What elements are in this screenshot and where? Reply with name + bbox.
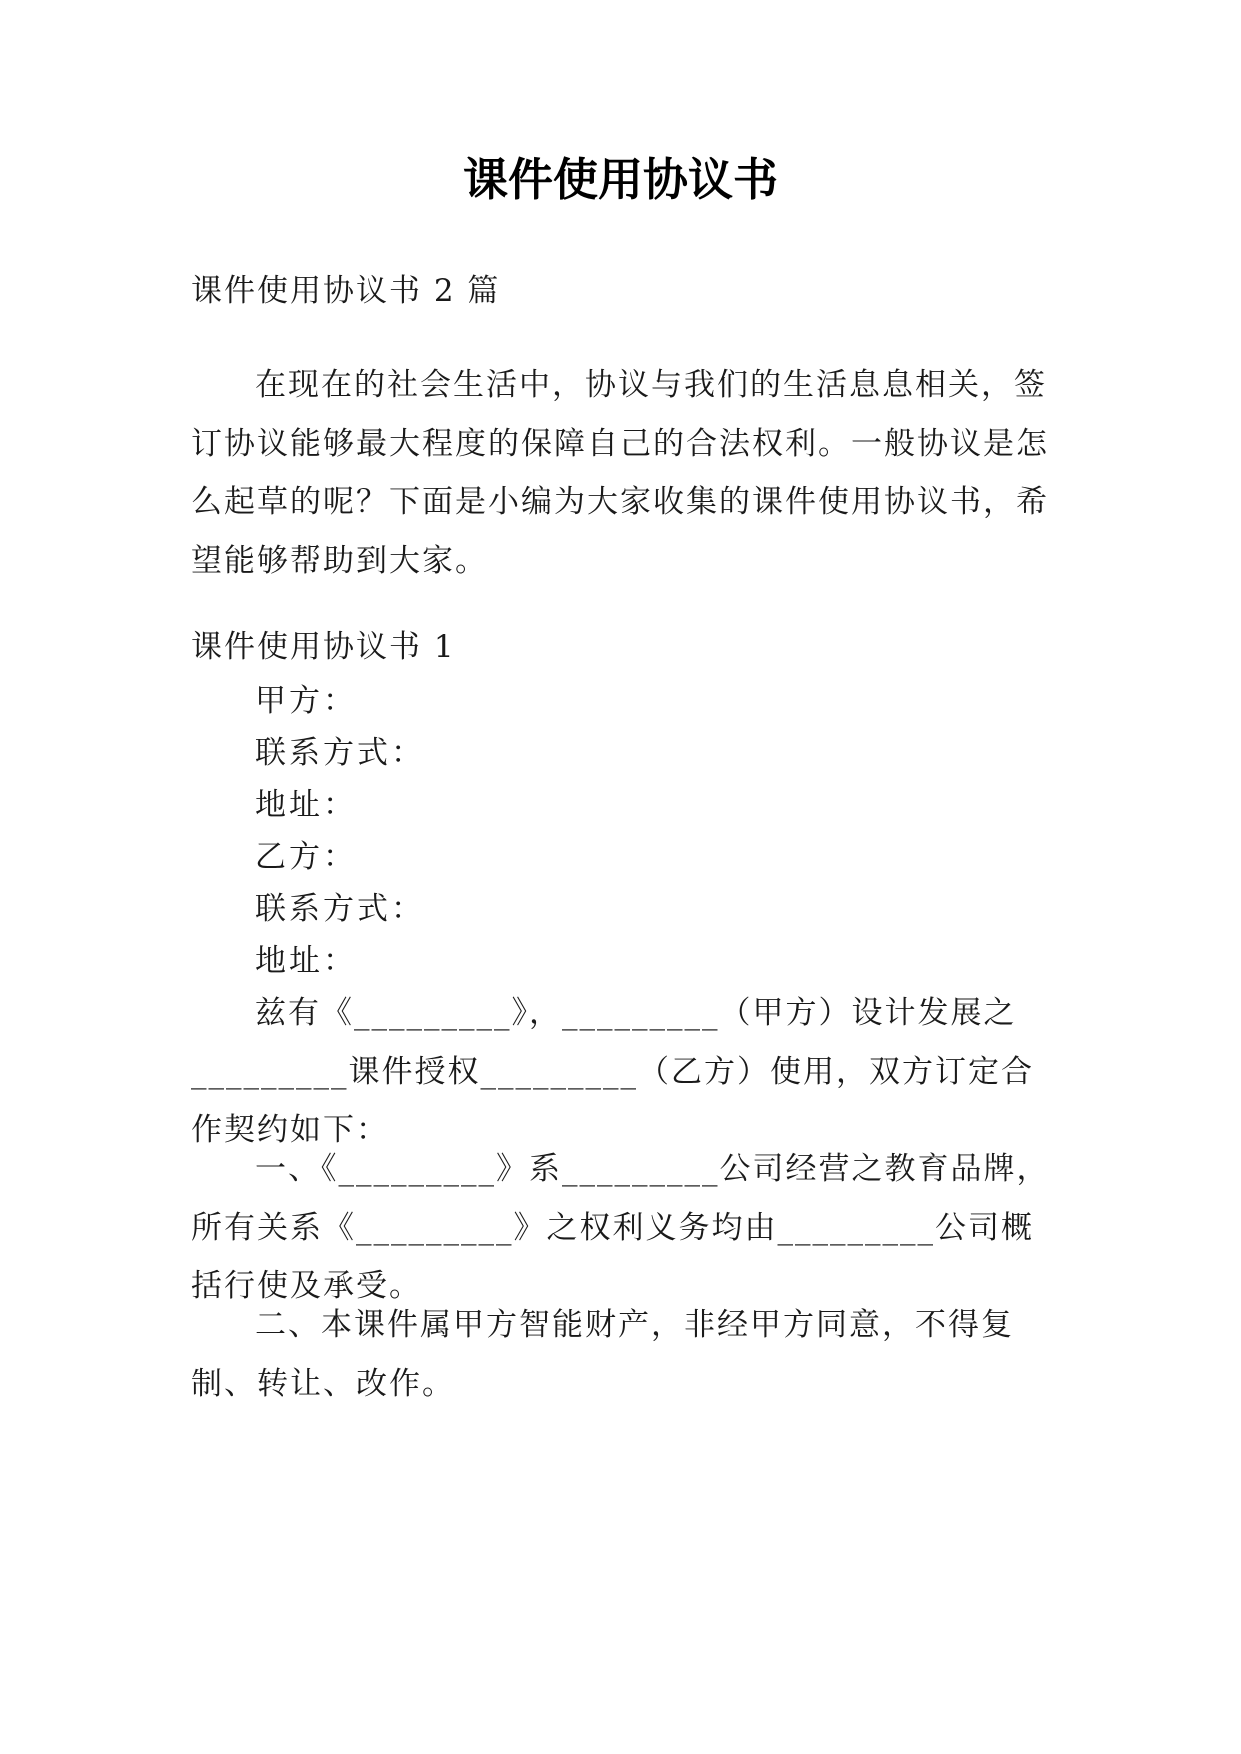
document-subtitle: 课件使用协议书 2 篇	[191, 273, 501, 309]
clause-1: 一、《_________》系_________公司经营之教育品牌，所有关系《_________》之权利义务均由_________公司概括行使及承受。	[191, 1151, 1050, 1304]
party-b-contact-field: 联系方式：	[255, 891, 425, 927]
intro-paragraph: 在现在的社会生活中，协议与我们的生活息息相关，签订协议能够最大程度的保障自己的合法权利。一般协议是怎么起草的呢？下面是小编为大家收集的课件使用协议书，希望能够帮助到大家。	[191, 367, 1049, 579]
clause-2: 二、本课件属甲方智能财产，非经甲方同意，不得复制、转让、改作。	[191, 1307, 1014, 1402]
party-b-field: 乙方：	[255, 839, 357, 875]
party-b-address-field: 地址：	[255, 943, 357, 979]
party-a-field: 甲方：	[255, 683, 357, 719]
section-heading: 课件使用协议书 1	[191, 629, 456, 665]
document-title: 课件使用协议书	[462, 153, 778, 206]
party-a-contact-field: 联系方式：	[255, 735, 425, 771]
agreement-paragraph: 兹有《_________》，_________（甲方）设计发展之_________课件授权_________（乙方）使用，双方订定合作契约如下：	[191, 995, 1034, 1148]
party-a-address-field: 地址：	[255, 787, 357, 823]
